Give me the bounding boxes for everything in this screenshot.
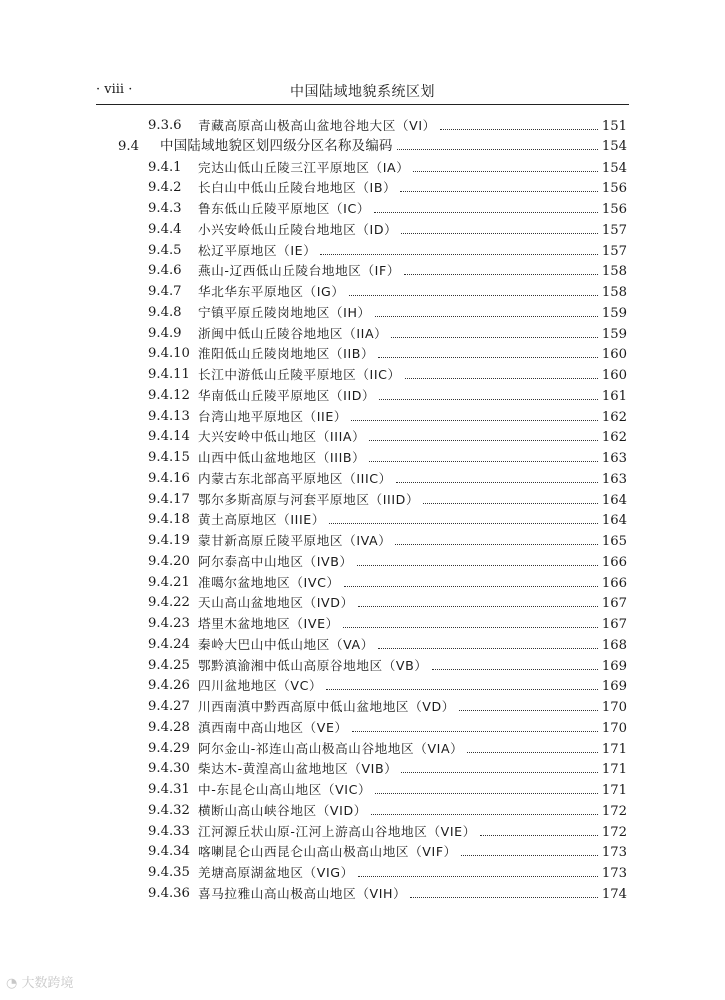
dot-leader <box>401 232 598 234</box>
toc-entry[interactable] <box>0 884 725 904</box>
toc-entry-title: 松辽平原地区（IE） <box>198 242 317 258</box>
dot-leader <box>378 356 598 358</box>
toc-entry-number: 9.4.31 <box>148 782 190 797</box>
toc-entry-number: 9.4.5 <box>148 242 182 258</box>
dot-leader <box>423 502 598 504</box>
toc-entry[interactable] <box>0 739 725 759</box>
dot-leader <box>379 398 598 400</box>
toc-entry-title: 鄂黔滇渝湘中低山高原谷地地区（VB） <box>198 657 428 673</box>
toc-entry-title: 浙闽中低山丘陵谷地地区（IIA） <box>198 325 388 341</box>
toc-entry-title: 华南低山丘陵平原地区（IID） <box>198 387 376 403</box>
toc-entry-page: 168 <box>601 637 627 653</box>
toc-entry-title: 喀喇昆仑山西昆仑山高山极高山地区（VIF） <box>198 844 457 860</box>
toc-entry-page: 169 <box>601 679 627 695</box>
toc-entry[interactable] <box>0 469 725 489</box>
toc-entry-title: 完达山低山丘陵三江平原地区（IA） <box>198 159 410 175</box>
dot-leader <box>375 792 598 794</box>
toc-entry-number: 9.4.15 <box>148 450 190 465</box>
toc-entry-title: 内蒙古东北部高平原地区（IIIC） <box>198 470 392 486</box>
toc-entry-page: 172 <box>601 803 627 819</box>
dot-leader <box>320 253 597 255</box>
toc-entry[interactable] <box>0 365 725 385</box>
toc-entry-page: 171 <box>601 741 627 757</box>
toc-entry-number: 9.4.32 <box>148 802 190 818</box>
toc-entry-number: 9.4.30 <box>148 761 190 777</box>
toc-entry-page: 170 <box>601 720 627 736</box>
toc-entry-page: 162 <box>601 409 627 425</box>
toc-entry-page: 160 <box>601 368 627 383</box>
toc-entry-number: 9.4.28 <box>148 719 190 735</box>
toc-entry-number: 9.4 <box>118 138 139 154</box>
dot-leader <box>401 771 597 773</box>
toc-entry-title: 滇西南中高山地区（VE） <box>198 719 348 735</box>
toc-entry-title: 横断山高山峡谷地区（VID） <box>198 802 367 818</box>
dot-leader <box>440 128 598 130</box>
toc-entry-page: 162 <box>601 430 627 446</box>
toc-entry-title: 阿尔泰高中山地区（IVB） <box>198 553 353 569</box>
toc-entry-page: 164 <box>601 513 627 529</box>
toc-entry-title: 淮阳低山丘陵岗地地区（IIB） <box>198 346 375 362</box>
dot-leader <box>343 626 598 628</box>
toc-entry[interactable] <box>0 573 725 593</box>
toc-entry-title: 大兴安岭中低山地区（IIIA） <box>198 429 366 445</box>
toc-entry-page: 169 <box>601 658 627 674</box>
toc-entry-number: 9.4.10 <box>148 346 190 362</box>
dot-leader <box>349 294 598 296</box>
toc-entry-title: 天山高山盆地地区（IVD） <box>198 595 354 611</box>
toc-entry-page: 156 <box>601 181 627 197</box>
toc-entry-number: 9.4.23 <box>148 616 190 631</box>
toc-entry-title: 喜马拉雅山高山极高山地区（VIH） <box>198 885 407 901</box>
toc-entry-page: 166 <box>601 554 627 570</box>
dot-leader <box>404 273 598 275</box>
toc-entry-title: 柴达木-黄湟高山盆地地区（VIB） <box>198 761 398 777</box>
toc-entry-page: 159 <box>601 326 627 342</box>
toc-entry[interactable] <box>0 344 725 364</box>
dot-leader <box>405 377 598 379</box>
toc-entry[interactable] <box>0 822 725 842</box>
toc-entry-number: 9.4.13 <box>148 408 190 424</box>
toc-entry-number: 9.4.26 <box>148 678 190 694</box>
toc-entry[interactable] <box>0 448 725 468</box>
toc-entry-page: 160 <box>601 347 627 363</box>
toc-entry-number: 9.4.17 <box>148 491 190 507</box>
toc-entry-title: 长江中游低山丘陵平原地区（IIC） <box>198 367 401 382</box>
book-title: 中国陆域地貌系统区划 <box>290 84 435 100</box>
dot-leader <box>375 315 598 317</box>
toc-entry[interactable] <box>0 158 725 178</box>
dot-leader <box>480 834 598 836</box>
toc-entry-title: 四川盆地地区（VC） <box>198 678 323 694</box>
toc-entry[interactable] <box>0 407 725 427</box>
toc-entry-page: 173 <box>601 866 627 881</box>
toc-entry-page: 154 <box>601 138 627 154</box>
toc-entry-page: 164 <box>601 492 627 508</box>
toc-entry-number: 9.4.19 <box>148 533 190 548</box>
toc-entry-number: 9.4.12 <box>148 387 190 403</box>
dot-leader <box>369 460 598 462</box>
toc-entry-page: 171 <box>601 783 627 798</box>
toc-entry[interactable] <box>0 842 725 862</box>
toc-entry-number: 9.4.35 <box>148 865 190 880</box>
toc-entry[interactable] <box>0 801 725 821</box>
toc-entry-page: 159 <box>601 305 627 321</box>
toc-entry-page: 167 <box>601 596 627 612</box>
toc-entry-title: 黄土高原地区（IIIE） <box>198 512 326 528</box>
toc-entry[interactable] <box>0 614 725 634</box>
toc-entry[interactable] <box>0 718 725 738</box>
toc-entry-number: 9.4.2 <box>148 180 182 196</box>
toc-entry[interactable] <box>0 656 725 676</box>
toc-entry[interactable] <box>0 510 725 530</box>
toc-entry-title: 宁镇平原丘陵岗地地区（IH） <box>198 304 371 320</box>
dot-leader <box>357 564 598 566</box>
toc-entry-title: 川西南滇中黔西高原中低山盆地地区（VD） <box>198 699 455 714</box>
dot-leader <box>461 854 598 856</box>
toc-entry-title: 中-东昆仑山高山地区（VIC） <box>198 782 372 797</box>
toc-entry[interactable] <box>0 220 725 240</box>
dot-leader <box>397 148 598 150</box>
page-number: · viii · <box>96 82 133 97</box>
toc-entry-page: 154 <box>601 160 627 176</box>
toc-entry-page: 172 <box>601 824 627 840</box>
toc-entry-number: 9.4.8 <box>148 304 182 320</box>
toc-entry-number: 9.4.27 <box>148 699 190 714</box>
toc-entry-page: 167 <box>601 617 627 632</box>
toc-entry-title: 鄂尔多斯高原与河套平原地区（IIID） <box>198 491 420 507</box>
toc-entry-title: 山西中低山盆地地区（IIIB） <box>198 450 366 465</box>
toc-entry-number: 9.4.9 <box>148 325 182 341</box>
dot-leader <box>378 647 598 649</box>
toc-entry[interactable] <box>0 490 725 510</box>
toc-entry[interactable] <box>0 531 725 551</box>
toc-entry[interactable] <box>0 863 725 883</box>
toc-entry-title: 羌塘高原湖盆地区（VIG） <box>198 865 354 880</box>
toc-entry-number: 9.4.1 <box>148 159 182 175</box>
toc-entry-title: 准噶尔盆地地区（IVC） <box>198 574 340 590</box>
toc-entry-number: 9.4.4 <box>148 221 182 237</box>
toc-entry-page: 170 <box>601 700 627 715</box>
toc-entry-title: 中国陆域地貌区划四级分区名称及编码 <box>160 138 393 154</box>
dot-leader <box>351 419 598 421</box>
watermark-icon: ◔ <box>6 976 18 991</box>
toc-entry[interactable] <box>0 780 725 800</box>
toc-entry-page: 163 <box>601 471 627 487</box>
toc-entry-page: 151 <box>601 119 627 134</box>
toc-entry[interactable] <box>0 178 725 198</box>
dot-leader <box>358 605 598 607</box>
toc-entry-number: 9.4.3 <box>148 201 182 216</box>
toc-entry-number: 9.4.29 <box>148 740 190 756</box>
running-header <box>96 78 629 105</box>
toc-entry-number: 9.4.25 <box>148 657 190 673</box>
dot-leader <box>459 709 598 711</box>
toc-entry-page: 171 <box>601 762 627 778</box>
toc-entry[interactable] <box>0 241 725 261</box>
watermark-text: 大数跨境 <box>21 976 74 991</box>
dot-leader <box>369 439 598 441</box>
toc-entry[interactable] <box>0 261 725 281</box>
dot-leader <box>326 688 598 690</box>
watermark <box>6 972 74 991</box>
toc-entry-page: 166 <box>601 575 627 591</box>
toc-entry-number: 9.4.16 <box>148 470 190 486</box>
dot-leader <box>329 522 598 524</box>
dot-leader <box>344 585 598 587</box>
toc-entry-number: 9.4.7 <box>148 284 182 299</box>
toc-entry-title: 青藏高原高山极高山盆地谷地大区（VI） <box>198 118 436 133</box>
toc-entry-number: 9.4.33 <box>148 823 190 839</box>
toc-entry-page: 173 <box>601 845 627 861</box>
toc-entry[interactable] <box>0 116 725 136</box>
dot-leader <box>358 875 598 877</box>
toc-entry-page: 156 <box>601 202 627 217</box>
toc-entry-number: 9.3.6 <box>148 118 182 133</box>
toc-entry-number: 9.4.34 <box>148 844 190 860</box>
toc-entry[interactable] <box>0 303 725 323</box>
toc-entry[interactable] <box>0 635 725 655</box>
toc-entry[interactable] <box>0 427 725 447</box>
toc-entry-page: 163 <box>601 451 627 466</box>
dot-leader <box>410 896 598 898</box>
toc-entry[interactable] <box>0 759 725 779</box>
toc-entry[interactable] <box>0 199 725 219</box>
dot-leader <box>395 543 597 545</box>
toc-entry-number: 9.4.24 <box>148 636 190 652</box>
dot-leader <box>371 813 598 815</box>
toc-entry[interactable] <box>0 676 725 696</box>
toc-entry[interactable] <box>0 593 725 613</box>
toc-entry-page: 165 <box>601 534 627 549</box>
dot-leader <box>396 481 598 483</box>
toc-entry-title: 长白山中低山丘陵台地地区（IB） <box>198 180 397 196</box>
toc-entry-number: 9.4.21 <box>148 574 190 590</box>
toc-entry-title: 小兴安岭低山丘陵台地地区（ID） <box>198 221 398 237</box>
dot-leader <box>391 336 597 338</box>
toc-entry-page: 158 <box>601 264 627 280</box>
toc-entry-page: 157 <box>601 243 627 259</box>
toc-entry-title: 蒙甘新高原丘陵平原地区（IVA） <box>198 533 392 548</box>
toc-entry-number: 9.4.11 <box>148 367 190 382</box>
toc-entry[interactable] <box>0 697 725 717</box>
toc-entry[interactable] <box>0 386 725 406</box>
dot-leader <box>352 730 598 732</box>
dot-leader <box>400 190 598 192</box>
toc-entry-title: 江河源丘状山原-江河上游高山谷地地区（VIE） <box>198 823 476 839</box>
toc-entry[interactable] <box>0 324 725 344</box>
dot-leader <box>413 170 597 172</box>
toc-entry-number: 9.4.22 <box>148 595 190 611</box>
toc-entry-number: 9.4.20 <box>148 553 190 569</box>
toc-entry-page: 157 <box>601 222 627 238</box>
toc-entry-title: 塔里木盆地地区（IVE） <box>198 616 339 631</box>
toc-entry-title: 台湾山地平原地区（IIE） <box>198 408 348 424</box>
dot-leader <box>467 751 597 753</box>
toc-entry-number: 9.4.14 <box>148 429 190 445</box>
toc-entry-title: 阿尔金山-祁连山高山极高山谷地地区（VIA） <box>198 740 464 756</box>
dot-leader <box>374 211 598 213</box>
toc-entry[interactable] <box>0 552 725 572</box>
toc-entry-page: 174 <box>601 886 627 902</box>
toc-entry[interactable] <box>0 137 725 157</box>
toc-entry-title: 燕山-辽西低山丘陵台地地区（IF） <box>198 263 401 279</box>
toc-entry-title: 鲁东低山丘陵平原地区（IC） <box>198 201 371 216</box>
toc-entry-title: 华北华东平原地区（IG） <box>198 284 345 299</box>
toc-entry-title: 秦岭大巴山中低山地区（VA） <box>198 636 374 652</box>
dot-leader <box>432 668 598 670</box>
toc-entry-page: 158 <box>601 285 627 300</box>
toc-entry[interactable] <box>0 282 725 302</box>
toc-entry-page: 161 <box>601 388 627 404</box>
toc-entry-number: 9.4.18 <box>148 512 190 528</box>
toc-entry-number: 9.4.36 <box>148 885 190 901</box>
toc-entry-number: 9.4.6 <box>148 263 182 279</box>
